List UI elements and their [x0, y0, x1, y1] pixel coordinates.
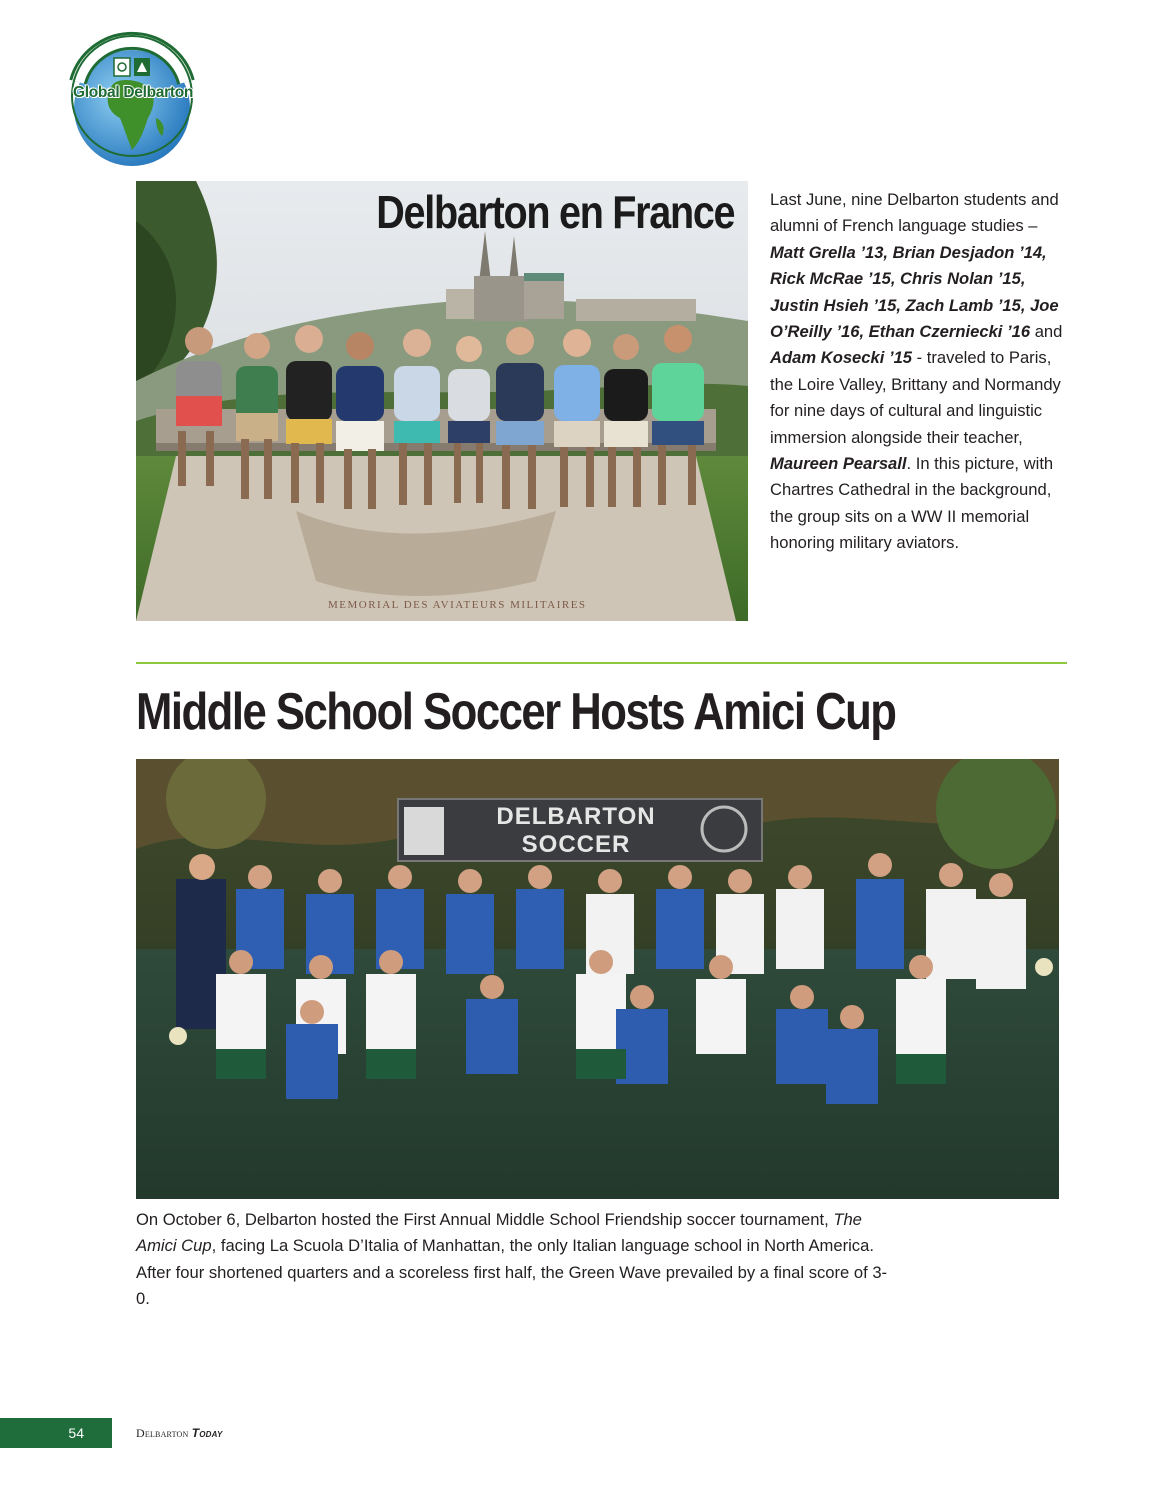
caption-end: , facing La Scuola D’Italia of Manhattan, the only Italian language school in North America. After four shortened quarters and a scoreless first half, the Green Wave prevailed by a final score of 3-0.	[136, 1236, 888, 1309]
france-article-body	[770, 187, 1070, 557]
france-intro: Last June, nine Delbarton students and alumni of French language studies –	[770, 190, 1059, 236]
france-title: Delbarton en France	[375, 186, 734, 238]
france-and: and	[1030, 322, 1063, 342]
soccer-team-photo	[136, 759, 1059, 1199]
france-end: . In this picture, with Chartres Cathedral in the background, the group sits on a WW II memorial honoring military aviators.	[770, 454, 1054, 553]
caption-start: On October 6, Delbarton hosted the First Annual Middle School Friendship soccer tournament,	[136, 1210, 834, 1229]
france-middle: - traveled to Paris, the Loire Valley, Brittany and Normandy for nine days of cultural and linguistic immersion alongside their teacher,	[770, 348, 1061, 447]
banner-line-2: SOCCER	[521, 831, 631, 858]
global-delbarton-logo	[58, 22, 204, 168]
cup-name: The Amici Cup	[136, 1210, 862, 1256]
last-student-name: Adam Kosecki ’15	[770, 348, 913, 368]
page-number: 54	[0, 1418, 112, 1448]
banner-line-1: DELBARTON	[496, 803, 656, 830]
logo-label: Global Delbarton	[72, 84, 194, 101]
student-names: Matt Grella ’13, Brian Desjadon ’14, Rick McRae ’15, Chris Nolan ’15, Justin Hsieh ’15, Zach Lamb ’15, Joe O’Reilly ’16, Ethan Czerniecki ’16	[770, 242, 1059, 342]
teacher-name: Maureen Pearsall	[770, 454, 907, 474]
soccer-caption	[136, 1207, 896, 1313]
publication-name	[136, 1426, 223, 1441]
section-divider	[136, 662, 1067, 664]
memorial-inscription: MEMORIAL DES AVIATEURS MILITAIRES	[328, 599, 587, 611]
soccer-title: Middle School Soccer Hosts Amici Cup	[136, 683, 896, 741]
publication-second: Today	[191, 1426, 223, 1440]
publication-first: Delbarton	[136, 1426, 189, 1440]
france-group-photo	[136, 181, 748, 621]
